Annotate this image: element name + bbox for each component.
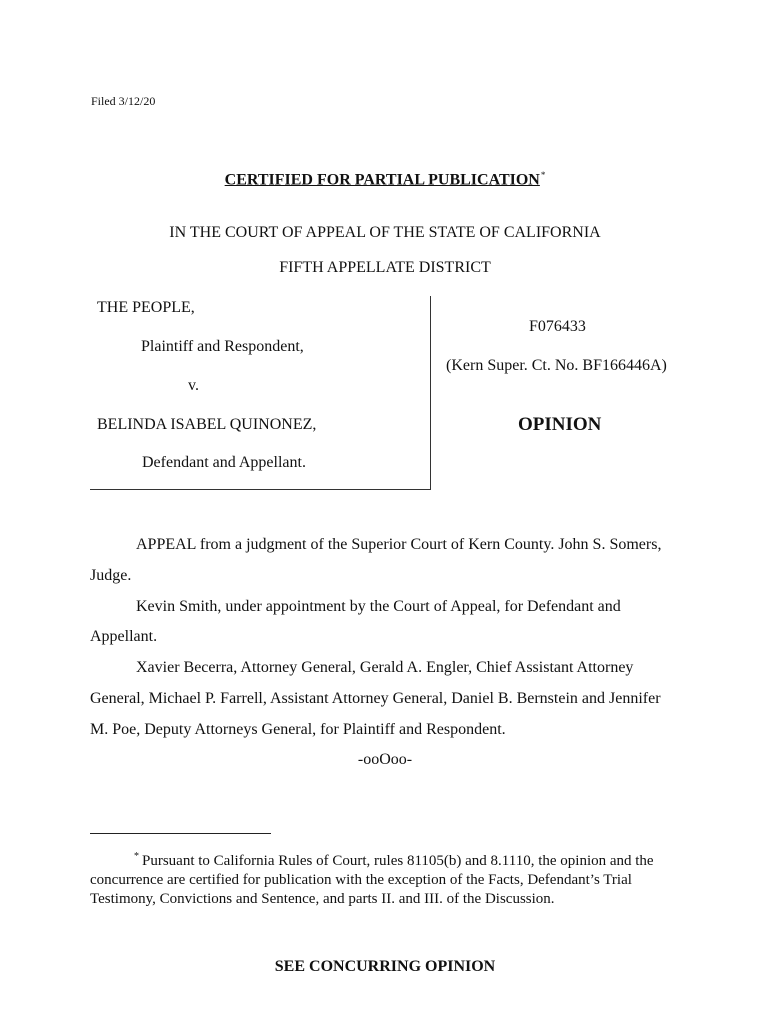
superior-court-number: (Kern Super. Ct. No. BF166446A) xyxy=(446,357,667,374)
appeal-statement-line-2: Judge. xyxy=(90,567,132,584)
defendant-counsel-line-2: Appellant. xyxy=(90,628,158,645)
appeal-statement-line-1: APPEAL from a judgment of the Superior Court of Kern County. John S. Somers, xyxy=(136,536,662,553)
see-concurring-opinion: SEE CONCURRING OPINION xyxy=(274,958,496,975)
plaintiff-name: THE PEOPLE, xyxy=(97,299,195,316)
footnote-divider xyxy=(90,833,271,834)
defendant-role: Defendant and Appellant. xyxy=(142,454,306,471)
defendant-counsel-line-1: Kevin Smith, under appointment by the Court of Appeal, for Defendant and xyxy=(136,598,621,615)
publication-status-heading xyxy=(0,170,770,189)
plaintiff-counsel-line-2: General, Michael P. Farrell, Assistant Attorney General, Daniel B. Bernstein and Jennifer xyxy=(90,690,661,707)
footnote-reference-mark: * xyxy=(540,170,546,180)
case-number: F076433 xyxy=(529,318,586,335)
filed-date: Filed 3/12/20 xyxy=(91,94,156,108)
appellate-district: FIFTH APPELLATE DISTRICT xyxy=(279,259,491,276)
section-separator: -ooOoo- xyxy=(357,751,413,768)
opinion-label: OPINION xyxy=(518,414,602,435)
footnote-text: Pursuant to California Rules of Court, rules 81105(b) and 8.1110, the opinion and the concurrence are certified for publication with the exception of the Facts, Defendant’s Trial Testimony, Convictions and Sentence, and parts II. and III. of the Discussion. xyxy=(90,853,654,907)
publication-status-text: CERTIFIED FOR PARTIAL PUBLICATION xyxy=(224,171,540,189)
plaintiff-role: Plaintiff and Respondent, xyxy=(141,338,304,355)
versus: v. xyxy=(188,377,199,394)
defendant-name: BELINDA ISABEL QUINONEZ, xyxy=(97,416,317,433)
court-name: IN THE COURT OF APPEAL OF THE STATE OF CALIFORNIA xyxy=(169,224,601,241)
footnote xyxy=(90,847,675,909)
plaintiff-counsel-line-3: M. Poe, Deputy Attorneys General, for Plaintiff and Respondent. xyxy=(90,721,506,738)
footnote-mark: * xyxy=(134,851,139,862)
plaintiff-counsel-line-1: Xavier Becerra, Attorney General, Gerald A. Engler, Chief Assistant Attorney xyxy=(136,659,634,676)
